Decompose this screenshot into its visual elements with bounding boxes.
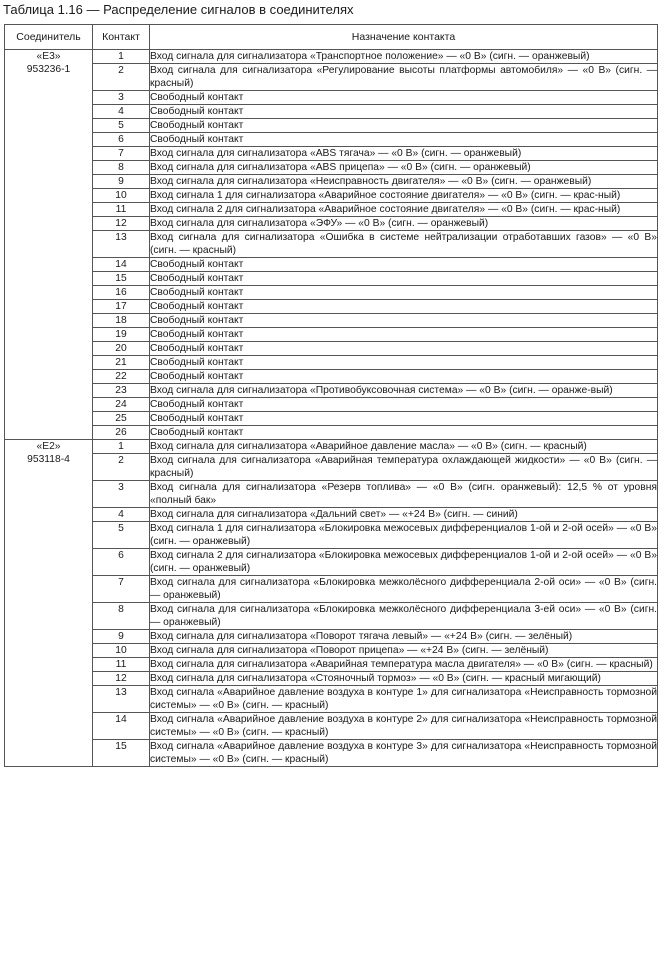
contact-number: 13: [93, 231, 150, 258]
contact-purpose: Вход сигнала для сигнализатора «Блокировка межколёсного дифференциала 3-ей оси» — «0 В» (сигн. — оранжевый): [150, 604, 657, 628]
contact-purpose: Вход сигнала для сигнализатора «ЭФУ» — «0 В» (сигн. — оранжевый): [150, 217, 658, 231]
contact-purpose: Свободный контакт: [150, 258, 658, 272]
contact-purpose: Вход сигнала 1 для сигнализатора «Блокировка межосевых дифференциалов 1-ой и 2-ой осей» — «0 В» (сигн. — оранжевый): [150, 523, 657, 547]
contact-purpose: Вход сигнала для сигнализатора «ABS прицепа» — «0 В» (сигн. — оранжевый): [150, 161, 658, 175]
contact-number: 20: [93, 342, 150, 356]
table-row: [5, 286, 658, 300]
contact-purpose: Вход сигнала для сигнализатора «Аварийная температура охлаждающей жидкости» — «0 В» (сигн. — красный): [150, 455, 657, 479]
contact-number: 5: [93, 119, 150, 133]
contact-number: 12: [93, 672, 150, 686]
contact-number: 9: [93, 630, 150, 644]
connector-cell: [5, 440, 93, 767]
contact-purpose: Свободный контакт: [150, 370, 658, 384]
table-row: [5, 370, 658, 384]
connector-part-number: 953236-1: [26, 64, 71, 75]
contact-purpose: Вход сигнала «Аварийное давление воздуха в контуре 3» для сигнализатора «Неисправность тормозной системы» — «0 В» (сигн. — красный): [150, 741, 657, 765]
contact-number: 8: [93, 603, 150, 630]
contact-purpose: Вход сигнала «Аварийное давление воздуха в контуре 2» для сигнализатора «Неисправность тормозной системы» — «0 В» (сигн. — красный): [150, 714, 657, 738]
contact-purpose: Свободный контакт: [150, 342, 658, 356]
table-row: [5, 342, 658, 356]
contact-purpose: Свободный контакт: [150, 272, 658, 286]
contact-number: 16: [93, 286, 150, 300]
contact-purpose: Свободный контакт: [150, 412, 658, 426]
table-row: [5, 147, 658, 161]
contact-purpose: Вход сигнала для сигнализатора «Дальний свет» — «+24 В» (сигн. — синий): [150, 508, 658, 522]
contact-purpose: Свободный контакт: [150, 119, 658, 133]
table-row: [5, 384, 658, 398]
contact-number: 23: [93, 384, 150, 398]
contact-purpose: Вход сигнала для сигнализатора «Резерв топлива» — «0 В» (сигн. оранжевый): 12,5 % от уровня «полный бак»: [150, 482, 657, 506]
contact-number: 22: [93, 370, 150, 384]
contact-purpose: Вход сигнала для сигнализатора «ABS тягача» — «0 В» (сигн. — оранжевый): [150, 147, 658, 161]
table-row: [5, 133, 658, 147]
table-row: [5, 328, 658, 342]
contact-purpose: Свободный контакт: [150, 300, 658, 314]
contact-purpose: Вход сигнала «Аварийное давление воздуха в контуре 1» для сигнализатора «Неисправность тормозной системы» — «0 В» (сигн. — красный): [150, 687, 657, 711]
contact-number: 13: [93, 686, 150, 713]
contact-purpose: Свободный контакт: [150, 91, 658, 105]
contact-number: 11: [93, 658, 150, 672]
contact-number: 2: [93, 64, 150, 91]
contact-number: 5: [93, 522, 150, 549]
contact-number: 17: [93, 300, 150, 314]
contact-purpose: Свободный контакт: [150, 356, 658, 370]
table-row: [5, 398, 658, 412]
table-row: [5, 686, 658, 713]
table-row: [5, 272, 658, 286]
contact-number: 21: [93, 356, 150, 370]
contact-purpose: Вход сигнала для сигнализатора «Ошибка в системе нейтрализации отработавших газов» — «0 В» (сигн. — красный): [150, 232, 657, 256]
table-row: [5, 314, 658, 328]
table-row: [5, 603, 658, 630]
connector-part-number: 953118-4: [27, 454, 70, 465]
contact-purpose: Свободный контакт: [150, 133, 658, 147]
contact-number: 12: [93, 217, 150, 231]
contact-purpose: Вход сигнала для сигнализатора «Поворот тягача левый» — «+24 В» (сигн. — зелёный): [150, 630, 658, 644]
contact-number: 19: [93, 328, 150, 342]
table-row: [5, 258, 658, 272]
contact-number: 6: [93, 133, 150, 147]
contact-number: 7: [93, 147, 150, 161]
contact-purpose: Вход сигнала для сигнализатора «Противобуксовочная система» — «0 В» (сигн. — оранже-вый): [150, 384, 658, 398]
table-row: [5, 481, 658, 508]
table-row: [5, 713, 658, 740]
table-row: [5, 740, 658, 767]
table-row: [5, 522, 658, 549]
contact-purpose: Вход сигнала для сигнализатора «Аварийная температура масла двигателя» — «0 В» (сигн. — красный): [150, 658, 658, 672]
table-row: [5, 454, 658, 481]
table-row: [5, 508, 658, 522]
table-caption: Таблица 1.16 — Распределение сигналов в соединителях: [3, 2, 354, 17]
contact-purpose: Свободный контакт: [150, 105, 658, 119]
contact-purpose: Вход сигнала для сигнализатора «Аварийное давление масла» — «0 В» (сигн. — красный): [150, 440, 658, 454]
table-row: [5, 203, 658, 217]
contact-number: 11: [93, 203, 150, 217]
table-row: [5, 426, 658, 440]
contact-number: 4: [93, 508, 150, 522]
table-row: [5, 189, 658, 203]
table-row: [5, 658, 658, 672]
contact-number: 8: [93, 161, 150, 175]
contact-number: 6: [93, 549, 150, 576]
contact-number: 15: [93, 740, 150, 767]
contact-number: 1: [93, 50, 150, 64]
contact-purpose: Свободный контакт: [150, 314, 658, 328]
header-connector: Соединитель: [5, 25, 93, 50]
table-row: [5, 440, 658, 454]
contact-purpose: Вход сигнала для сигнализатора «Регулирование высоты платформы автомобиля» — «0 В» (сигн. — красный): [150, 65, 657, 89]
contact-number: 10: [93, 644, 150, 658]
contact-purpose: Вход сигнала для сигнализатора «Поворот прицепа» — «+24 В» (сигн. — зелёный): [150, 644, 658, 658]
contact-number: 3: [93, 481, 150, 508]
table-row: [5, 175, 658, 189]
contact-number: 14: [93, 713, 150, 740]
table-row: [5, 644, 658, 658]
contact-number: 25: [93, 412, 150, 426]
table-row: [5, 356, 658, 370]
contact-purpose: Свободный контакт: [150, 398, 658, 412]
table-row: [5, 161, 658, 175]
contact-purpose: Вход сигнала 2 для сигнализатора «Блокировка межосевых дифференциалов 1-ой и 2-ой осей» — «0 В» (сигн. — оранжевый): [150, 550, 657, 574]
contact-purpose: Вход сигнала для сигнализатора «Стояночный тормоз» — «0 В» (сигн. — красный мигающий): [150, 672, 658, 686]
contact-purpose: Свободный контакт: [150, 328, 658, 342]
contact-purpose: Вход сигнала для сигнализатора «Блокировка межколёсного дифференциала 2-ой оси» — «0 В» (сигн. — оранжевый): [150, 577, 657, 601]
table-row: [5, 64, 658, 91]
contact-number: 24: [93, 398, 150, 412]
contact-number: 7: [93, 576, 150, 603]
contact-number: 18: [93, 314, 150, 328]
table-row: [5, 217, 658, 231]
table-row: [5, 672, 658, 686]
table-row: [5, 412, 658, 426]
contact-number: 10: [93, 189, 150, 203]
table-row: [5, 50, 658, 64]
contact-number: 1: [93, 440, 150, 454]
connector-name: «Е3»: [36, 51, 61, 62]
header-purpose: Назначение контакта: [150, 25, 658, 50]
header-contact: Контакт: [93, 25, 150, 50]
connector-name: «Е2»: [36, 441, 61, 452]
contact-number: 26: [93, 426, 150, 440]
contact-number: 14: [93, 258, 150, 272]
table-row: [5, 576, 658, 603]
contact-purpose: Вход сигнала 1 для сигнализатора «Аварийное состояние двигателя» — «0 В» (сигн. — крас-ный): [150, 189, 658, 203]
table-row: [5, 300, 658, 314]
table-row: [5, 630, 658, 644]
header-row: [5, 25, 658, 50]
contact-purpose: Вход сигнала 2 для сигнализатора «Аварийное состояние двигателя» — «0 В» (сигн. — крас-ный): [150, 203, 658, 217]
connector-cell: [5, 50, 93, 440]
contact-purpose: Свободный контакт: [150, 426, 658, 440]
table-body: [5, 50, 658, 767]
table-row: [5, 231, 658, 258]
contact-number: 15: [93, 272, 150, 286]
table-row: [5, 549, 658, 576]
contact-number: 2: [93, 454, 150, 481]
table-row: [5, 105, 658, 119]
contact-number: 9: [93, 175, 150, 189]
contact-purpose: Вход сигнала для сигнализатора «Неисправность двигателя» — «0 В» (сигн. — оранжевый): [150, 175, 658, 189]
table-row: [5, 119, 658, 133]
contact-purpose: Свободный контакт: [150, 286, 658, 300]
contact-number: 3: [93, 91, 150, 105]
contact-number: 4: [93, 105, 150, 119]
contact-purpose: Вход сигнала для сигнализатора «Транспортное положение» — «0 В» (сигн. — оранжевый): [150, 50, 658, 64]
table-row: [5, 91, 658, 105]
signal-distribution-table: [4, 24, 658, 767]
